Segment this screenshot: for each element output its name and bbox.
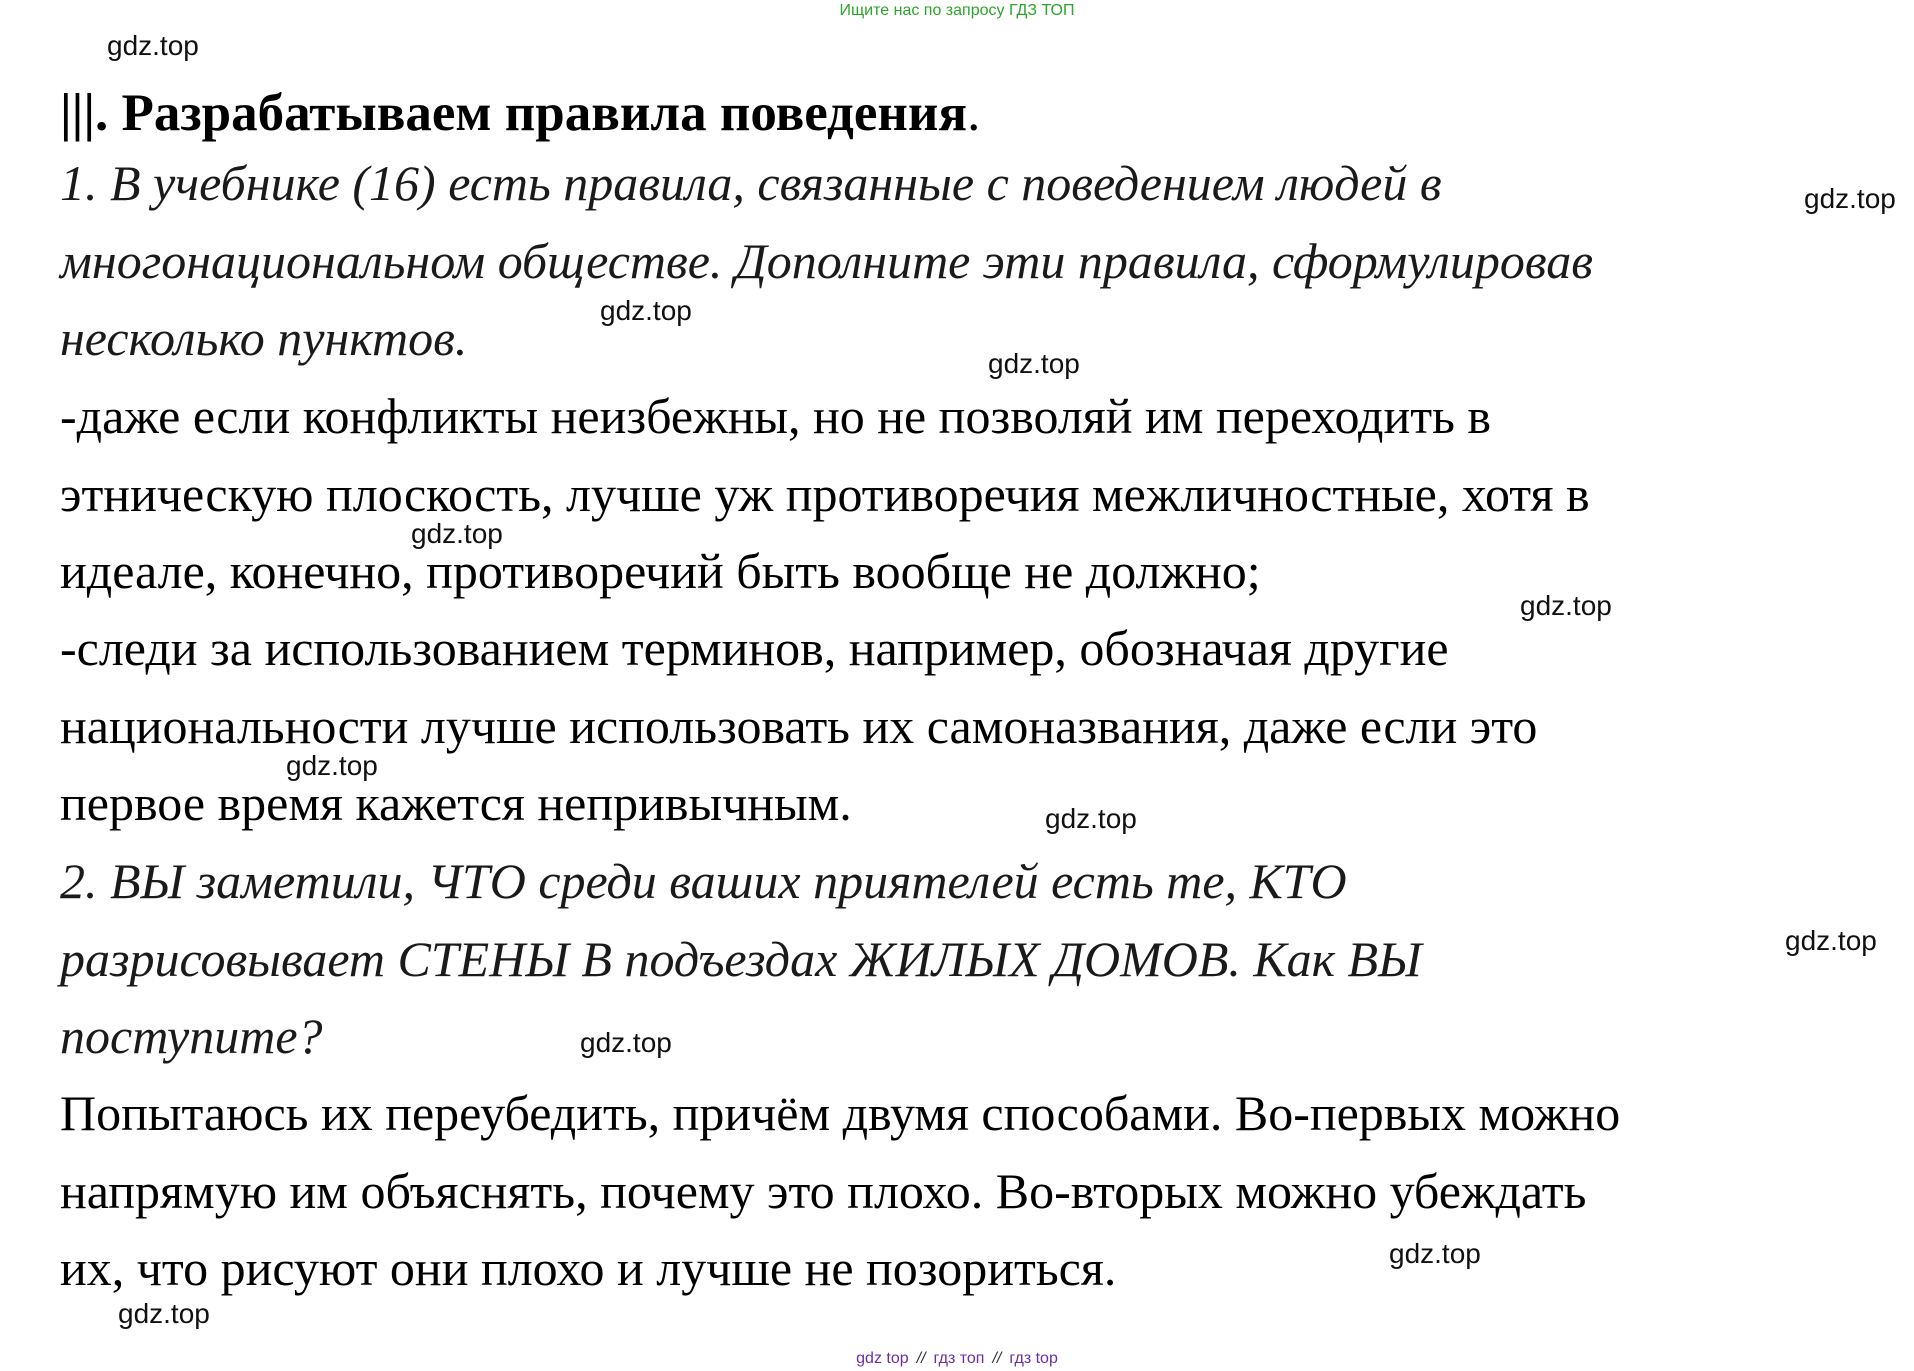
footer-separator: // xyxy=(992,1350,1002,1367)
answer-1-line: идеале, конечно, противоречий быть вообще не должно; xyxy=(60,543,1261,599)
question-2-line: разрисовывает СТЕНЫ В подъездах ЖИЛЫХ ДОМОВ. Как ВЫ xyxy=(60,931,1422,987)
watermark: gdz.top xyxy=(600,295,692,326)
answer-2-line: напрямую им объяснять, почему это плохо. Во-вторых можно убеждать xyxy=(60,1163,1587,1219)
footer-links xyxy=(0,1349,1914,1369)
watermark: gdz.top xyxy=(1520,590,1612,621)
footer-link[interactable]: gdz top xyxy=(856,1350,909,1367)
watermark: gdz.top xyxy=(1785,925,1877,956)
answer-1-line: первое время кажется непривычным. xyxy=(60,775,852,831)
watermark: gdz.top xyxy=(988,348,1080,379)
watermark: gdz.top xyxy=(580,1027,672,1058)
footer-link[interactable]: гдз top xyxy=(1009,1350,1058,1367)
question-2-line: поступите? xyxy=(60,1008,323,1064)
answer-1-line: -даже если конфликты неизбежны, но не позволяй им переходить в xyxy=(60,388,1492,444)
watermark: gdz.top xyxy=(1804,183,1896,214)
search-hint-banner: Ищите нас по запросу ГДЗ ТОП xyxy=(839,2,1075,19)
question-1-line: 1. В учебнике (16) есть правила, связанные с поведением людей в xyxy=(60,155,1442,211)
section-heading xyxy=(60,78,980,148)
watermark: gdz.top xyxy=(1389,1238,1481,1269)
answer-2-line: их, что рисуют они плохо и лучше не позориться. xyxy=(60,1240,1117,1296)
answer-1-line: -следи за использованием терминов, например, обозначая другие xyxy=(60,620,1449,676)
answer-1-line: национальности лучше использовать их самоназвания, даже если это xyxy=(60,698,1538,754)
watermark: gdz.top xyxy=(118,1298,210,1329)
footer-separator: // xyxy=(916,1350,926,1367)
question-2-line: 2. ВЫ заметили, ЧТО среди ваших приятелей есть те, КТО xyxy=(60,853,1347,909)
watermark: gdz.top xyxy=(1045,803,1137,834)
question-1-line: несколько пунктов. xyxy=(60,310,468,366)
section-heading-period: . xyxy=(967,84,981,142)
watermark: gdz.top xyxy=(411,518,503,549)
section-heading-text: |||. Разрабатываем правила поведения xyxy=(60,84,968,142)
watermark: gdz.top xyxy=(107,30,199,61)
question-1-line: многонациональном обществе. Дополните эти правила, сформулировав xyxy=(60,233,1593,289)
answer-1-line: этническую плоскость, лучше уж противоречия межличностные, хотя в xyxy=(60,466,1590,522)
footer-link[interactable]: гдз топ xyxy=(933,1350,985,1367)
watermark: gdz.top xyxy=(286,750,378,781)
answer-2-line: Попытаюсь их переубедить, причём двумя способами. Во-первых можно xyxy=(60,1085,1621,1141)
